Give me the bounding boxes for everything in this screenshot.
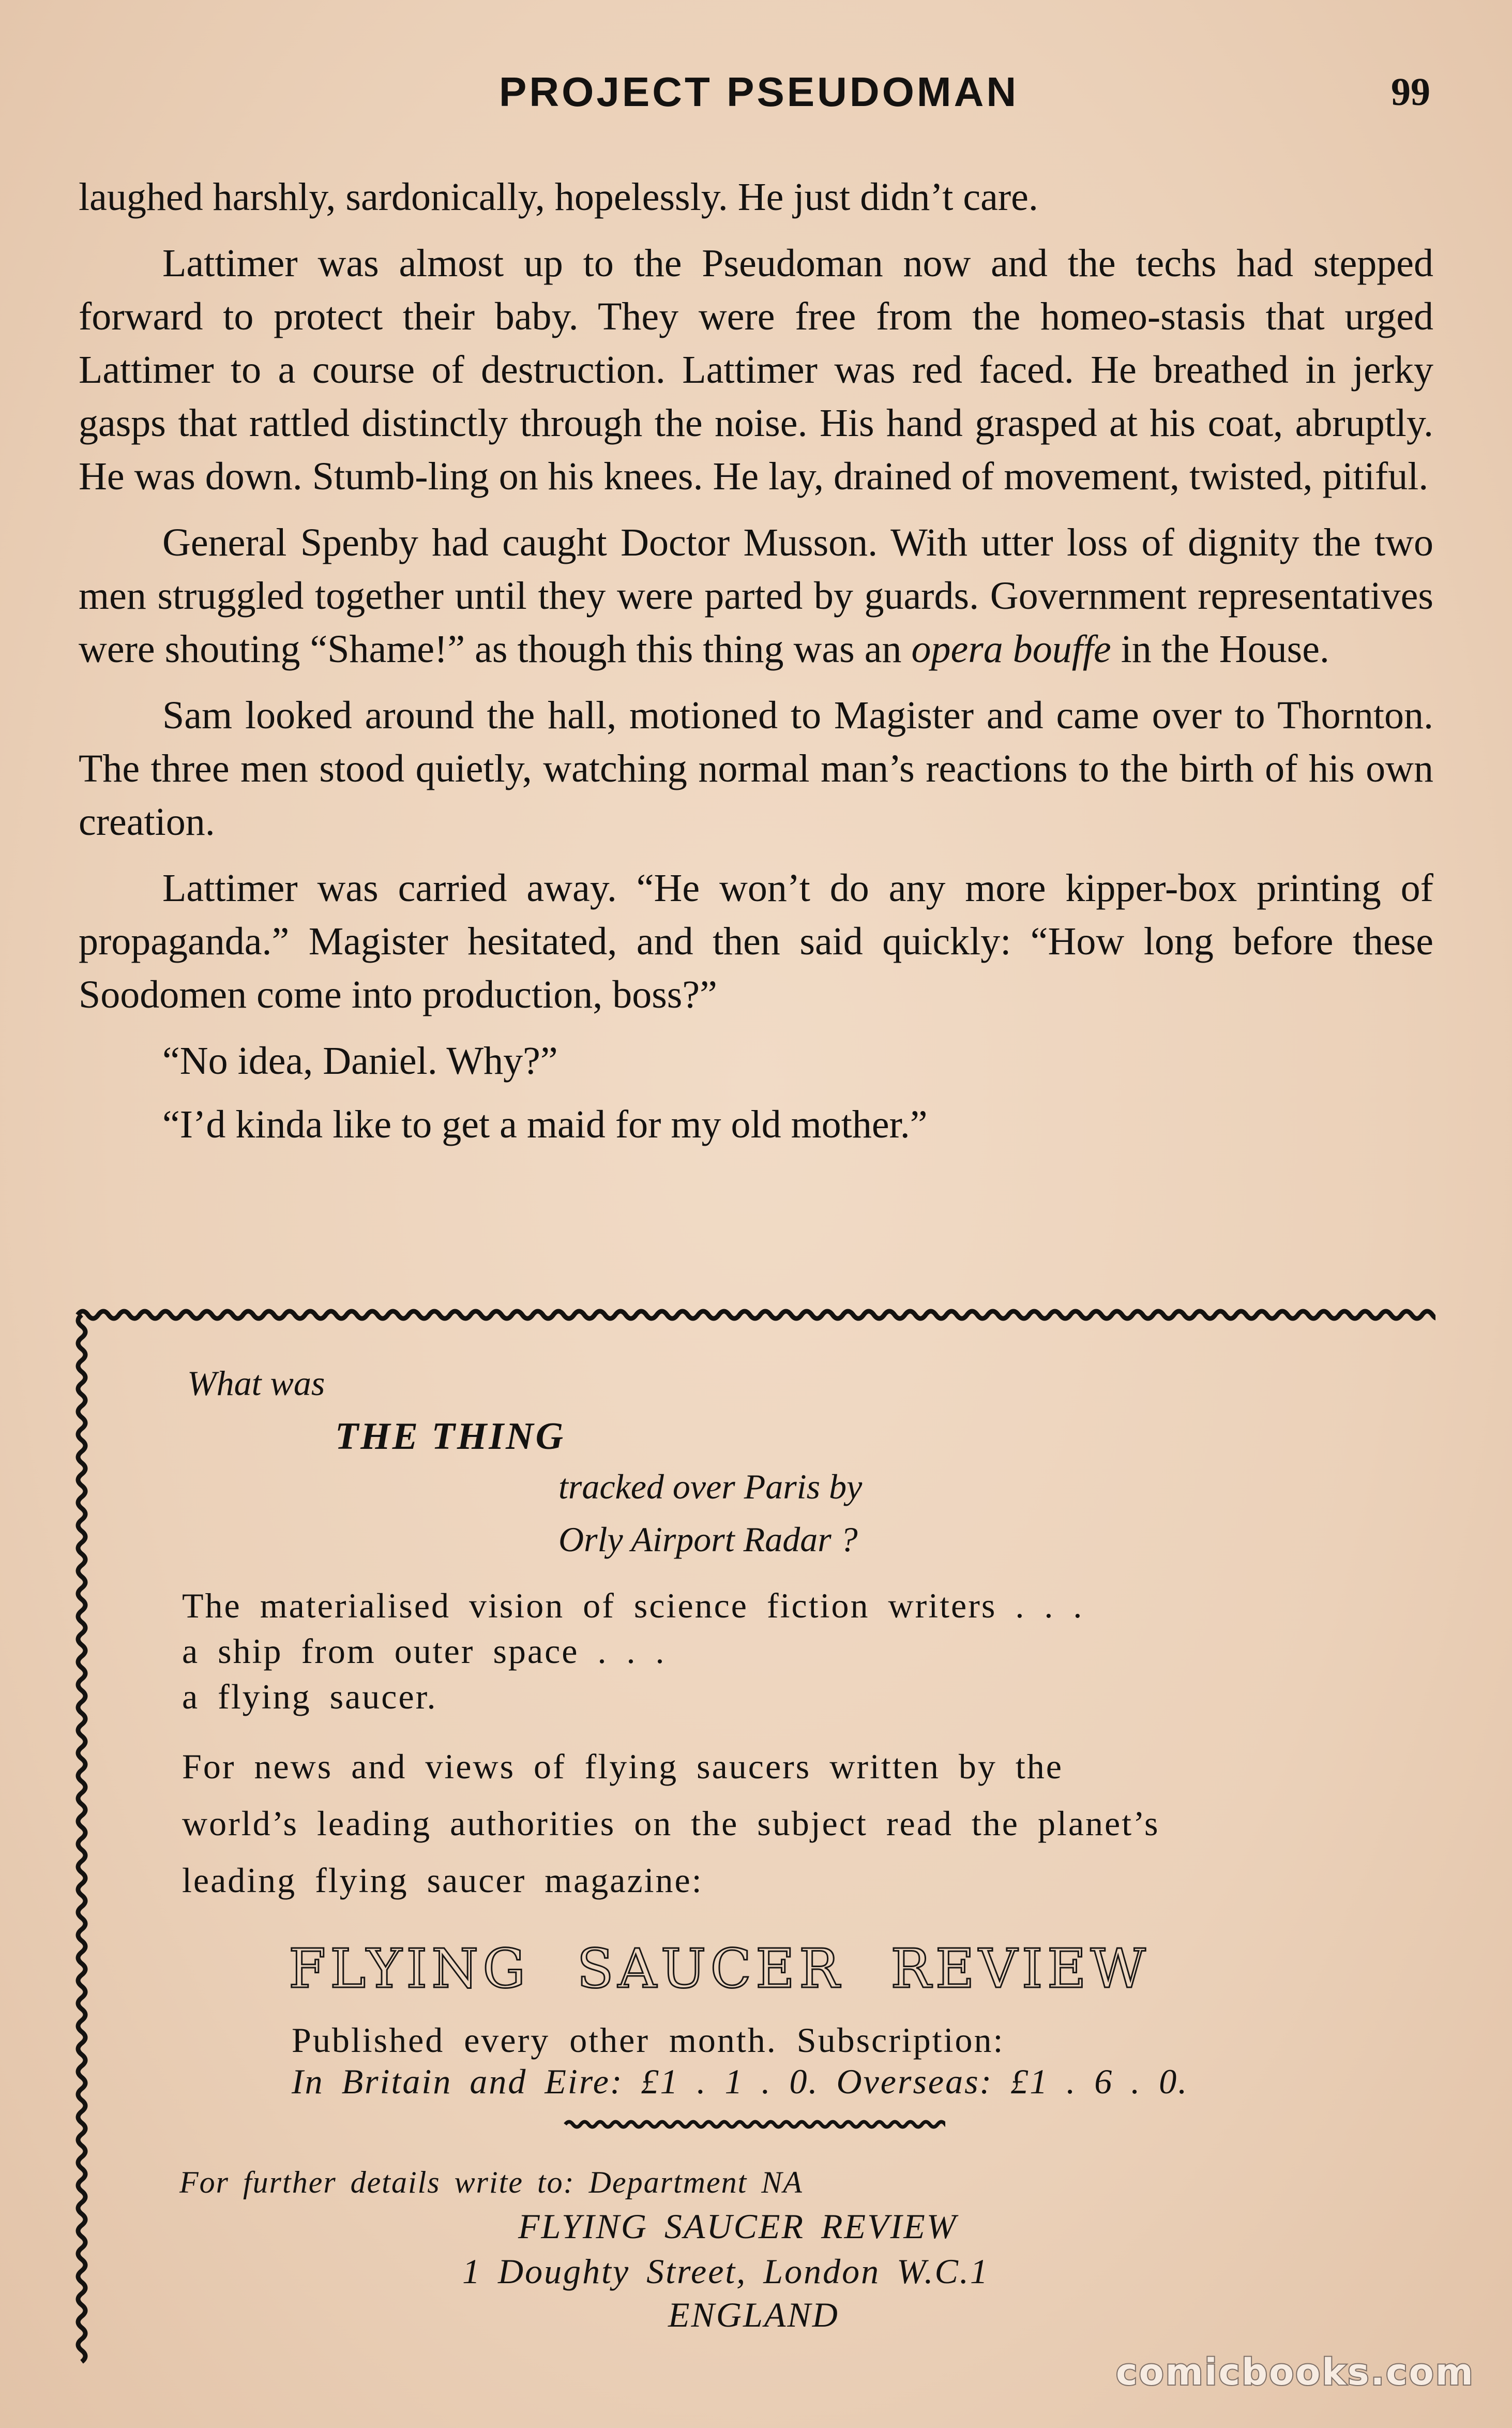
story-paragraph-3 <box>79 516 1433 676</box>
wavy-border-top <box>78 1311 1435 1318</box>
divider-wave <box>563 2117 945 2132</box>
address-line-1: FLYING SAUCER REVIEW <box>518 2207 958 2246</box>
ad-headline-radar: Orly Airport Radar ? <box>558 1520 858 1559</box>
magazine-title-text: FLYING SAUCER REVIEW <box>289 1937 1150 2000</box>
story-paragraph-2: Lattimer was almost up to the Pseudoman now and the techs had stepped forward to protect their baby. They were free from the homeo-stasis that urged Lattimer to a course of destruction. Lattimer was red faced. He breathed in jerky gasps that rattled distinctly through the noise. His hand grasped at his coat, abruptly. He was down. Stumb-ling on his knees. He lay, drained of movement, twisted, pitiful. <box>79 242 1433 498</box>
further-details: For further details write to: Department NA <box>179 2165 803 2199</box>
ad-pitch-line: leading flying saucer magazine: <box>182 1861 703 1900</box>
ad-headline-what-was: What was <box>187 1363 325 1403</box>
ad-headline-the-thing: THE THING <box>335 1415 566 1458</box>
publication-frequency: Published every other month. Subscription: <box>292 2020 1005 2060</box>
magazine-title <box>289 1937 1150 2000</box>
ad-description-line: The materialised vision of science fiction writers . . . <box>182 1586 1084 1625</box>
ad-description-line: a flying saucer. <box>182 1677 437 1716</box>
page-header <box>0 61 1512 123</box>
story-paragraph-3-text: General Spenby had caught Doctor Musson. With utter loss of dignity the two men struggled together until they were parted by guards. Government representatives were shouting “Shame!” as though this thing was an <box>79 521 1433 671</box>
story-paragraph-1: laughed harshly, sardonically, hopelessly. He just didn’t care. <box>79 175 1038 219</box>
ad-pitch <box>182 1738 1159 1909</box>
story-paragraph-5: Lattimer was carried away. “He won’t do any more kipper-box printing of propaganda.” Magister hesitated, and then said quickly: “How long before these Soodomen come into production, boss?” <box>79 866 1433 1016</box>
ad-description <box>182 1583 1083 1719</box>
page-number: 99 <box>1391 70 1430 114</box>
ad-pitch-line: For news and views of flying saucers written by the <box>182 1747 1063 1786</box>
address-line-3: ENGLAND <box>668 2295 839 2334</box>
story-paragraph-6: “No idea, Daniel. Why?” <box>162 1039 558 1083</box>
ad-headline-tracked: tracked over Paris by <box>558 1467 863 1506</box>
address-line-2: 1 Doughty Street, London W.C.1 <box>462 2252 989 2291</box>
ad-pitch-line: world’s leading authorities on the subject read the planet’s <box>182 1804 1160 1843</box>
running-title: PROJECT PSEUDOMAN <box>499 69 1019 115</box>
site-watermark: comicbooks.com <box>1116 2351 1475 2393</box>
story-paragraph-3-end: in the House. <box>1111 627 1329 671</box>
ad-description-line: a ship from outer space . . . <box>182 1631 666 1671</box>
story-text <box>79 171 1433 1162</box>
story-paragraph-3-italic: opera bouffe <box>911 627 1111 671</box>
wavy-border-left <box>78 1315 85 2362</box>
story-paragraph-7: “I’d kinda like to get a maid for my old mother.” <box>162 1103 928 1146</box>
advertisement-box <box>72 1303 1435 2364</box>
story-paragraph-4: Sam looked around the hall, motioned to Magister and came over to Thornton. The three men stood quietly, watching normal man’s reactions to the birth of his own creation. <box>79 694 1433 844</box>
subscription-prices: In Britain and Eire: £1 . 1 . 0. Overseas: £1 . 6 . 0. <box>292 2062 1189 2101</box>
